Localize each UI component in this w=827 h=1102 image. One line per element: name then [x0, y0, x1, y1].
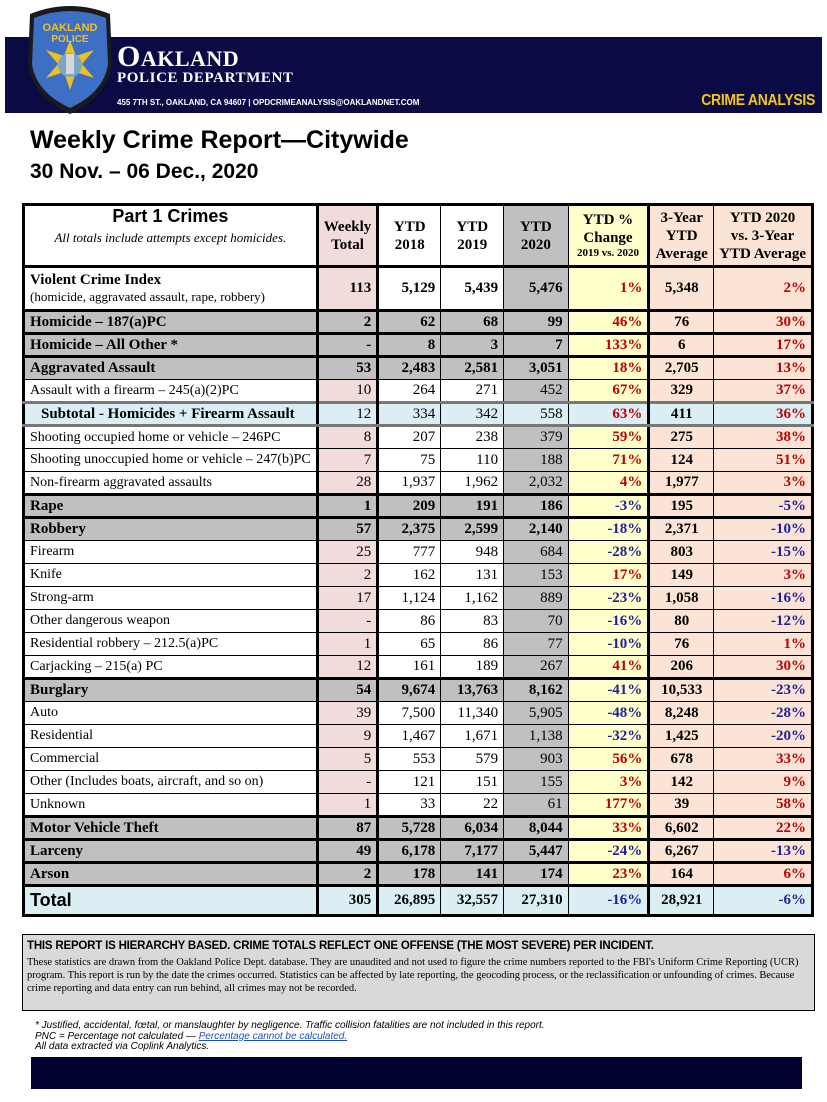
cell-weekly: 1: [317, 633, 378, 656]
cell-vs: 22%: [714, 817, 813, 840]
cell-avg: 195: [649, 495, 714, 518]
cell-ytd2019: 2,581: [441, 357, 504, 380]
cell-weekly: 10: [317, 380, 378, 403]
cell-ytd2020: 2,032: [504, 472, 569, 495]
cell-ytd2018: 162: [378, 564, 441, 587]
cell-weekly: 12: [317, 403, 378, 426]
cell-avg: 10,533: [649, 679, 714, 702]
table-row: [24, 311, 813, 334]
cell-vs: -13%: [714, 840, 813, 863]
cell-weekly: -: [317, 334, 378, 357]
cell-ytd2018: 121: [378, 771, 441, 794]
cell-label: Other (Includes boats, aircraft, and so on): [24, 771, 318, 794]
cell-vs: 1%: [714, 633, 813, 656]
cell-ytd2020: 267: [504, 656, 569, 679]
cell-avg: 803: [649, 541, 714, 564]
cell-ytd2020: 7: [504, 334, 569, 357]
cell-avg: 142: [649, 771, 714, 794]
cell-label: Subtotal - Homicides + Firearm Assault: [24, 403, 318, 426]
unit-label: CRIME ANALYSIS: [701, 89, 815, 109]
cell-pct: 33%: [568, 817, 649, 840]
pnc-link[interactable]: Percentage cannot be calculated.: [198, 1030, 348, 1042]
cell-weekly: 9: [317, 725, 378, 748]
cell-avg: 1,425: [649, 725, 714, 748]
footnote-source: All data extracted via Coplink Analytics.: [35, 1041, 210, 1052]
cell-vs: 38%: [714, 426, 813, 449]
cell-ytd2020: 8,044: [504, 817, 569, 840]
cell-ytd2018: 1,124: [378, 587, 441, 610]
cell-ytd2018: 178: [378, 863, 441, 886]
cell-vs: 30%: [714, 656, 813, 679]
cell-ytd2020: 2,140: [504, 518, 569, 541]
cell-label: Larceny: [24, 840, 318, 863]
cell-ytd2019: 2,599: [441, 518, 504, 541]
cell-ytd2018: 553: [378, 748, 441, 771]
cell-pct: -41%: [568, 679, 649, 702]
cell-vs: 9%: [714, 771, 813, 794]
column-header-ytd2019: YTD 2019: [441, 205, 504, 267]
cell-pct: 46%: [568, 311, 649, 334]
cell-weekly: 54: [317, 679, 378, 702]
cell-label: Shooting occupied home or vehicle – 246PC: [24, 426, 318, 449]
cell-avg: 76: [649, 311, 714, 334]
table-row: [24, 357, 813, 380]
cell-label: Knife: [24, 564, 318, 587]
cell-ytd2018: 33: [378, 794, 441, 817]
column-header-pct-change: YTD % Change 2019 vs. 2020: [568, 205, 649, 267]
cell-ytd2019: 342: [441, 403, 504, 426]
cell-label: Assault with a firearm – 245(a)(2)PC: [24, 380, 318, 403]
cell-avg: 124: [649, 449, 714, 472]
cell-weekly: 1: [317, 794, 378, 817]
subtotal-row: [24, 403, 813, 426]
column-header-ytd2018: YTD 2018: [378, 205, 441, 267]
cell-weekly: 2: [317, 311, 378, 334]
cell-avg: 329: [649, 380, 714, 403]
cell-ytd2020: 186: [504, 495, 569, 518]
cell-vs: 30%: [714, 311, 813, 334]
table-row: [24, 334, 813, 357]
table-row: [24, 426, 813, 449]
cell-ytd2018: 207: [378, 426, 441, 449]
footer-banner: [31, 1057, 802, 1089]
cell-ytd2018: 65: [378, 633, 441, 656]
cell-ytd2019: 11,340: [441, 702, 504, 725]
cell-ytd2018: 1,937: [378, 472, 441, 495]
cell-ytd2018: 75: [378, 449, 441, 472]
cell-ytd2019: 13,763: [441, 679, 504, 702]
cell-ytd2019: 68: [441, 311, 504, 334]
cell-ytd2018: 2,483: [378, 357, 441, 380]
table-row: [24, 587, 813, 610]
cell-label: Unknown: [24, 794, 318, 817]
cell-vs: 13%: [714, 357, 813, 380]
cell-ytd2019: 189: [441, 656, 504, 679]
cell-label: Non-firearm aggravated assaults: [24, 472, 318, 495]
cell-pct: -48%: [568, 702, 649, 725]
cell-avg: 39: [649, 794, 714, 817]
cell-weekly: 12: [317, 656, 378, 679]
cell-avg: 80: [649, 610, 714, 633]
cell-ytd2020: 61: [504, 794, 569, 817]
cell-vs: 3%: [714, 472, 813, 495]
cell-pct: -23%: [568, 587, 649, 610]
column-header-ytd2020: YTD 2020: [504, 205, 569, 267]
cell-pct: -16%: [568, 610, 649, 633]
cell-avg: 6: [649, 334, 714, 357]
cell-ytd2018: 7,500: [378, 702, 441, 725]
table-row: [24, 541, 813, 564]
cell-vs: -15%: [714, 541, 813, 564]
cell-vs: 36%: [714, 403, 813, 426]
cell-label: Aggravated Assault: [24, 357, 318, 380]
disclaimer-heading: THIS REPORT IS HIERARCHY BASED. CRIME TOTALS REFLECT ONE OFFENSE (THE MOST SEVERE) PER INCIDENT.: [27, 940, 654, 952]
cell-vs: -28%: [714, 702, 813, 725]
svg-text:OAKLAND: OAKLAND: [42, 22, 98, 34]
cell-avg: 149: [649, 564, 714, 587]
cell-pct: -18%: [568, 518, 649, 541]
cell-pct: 3%: [568, 771, 649, 794]
cell-avg: 1,058: [649, 587, 714, 610]
column-header-crime: Part 1 Crimes All totals include attempts except homicides.: [24, 205, 318, 267]
cell-avg: 2,705: [649, 357, 714, 380]
cell-ytd2019: 1,671: [441, 725, 504, 748]
cell-ytd2020: 452: [504, 380, 569, 403]
table-row: [24, 449, 813, 472]
cell-weekly: -: [317, 771, 378, 794]
cell-ytd2020: 558: [504, 403, 569, 426]
cell-ytd2020: 3,051: [504, 357, 569, 380]
cell-ytd2019: 579: [441, 748, 504, 771]
cell-ytd2019: 3: [441, 334, 504, 357]
table-row: [24, 518, 813, 541]
table-row: [24, 564, 813, 587]
report-date-range: 30 Nov. – 06 Dec., 2020: [30, 160, 259, 183]
cell-weekly: 5: [317, 748, 378, 771]
cell-ytd2020: 188: [504, 449, 569, 472]
cell-avg: 275: [649, 426, 714, 449]
cell-ytd2019: 110: [441, 449, 504, 472]
cell-vs: -20%: [714, 725, 813, 748]
cell-vs: -12%: [714, 610, 813, 633]
cell-avg: 76: [649, 633, 714, 656]
cell-ytd2019: 1,162: [441, 587, 504, 610]
table-row: [24, 679, 813, 702]
table-row: [24, 725, 813, 748]
cell-ytd2018: 6,178: [378, 840, 441, 863]
cell-avg: 8,248: [649, 702, 714, 725]
org-subtitle: POLICE DEPARTMENT: [117, 70, 294, 86]
cell-ytd2019: 131: [441, 564, 504, 587]
table-row: [24, 633, 813, 656]
cell-avg: 411: [649, 403, 714, 426]
cell-pct: 23%: [568, 863, 649, 886]
cell-label: Robbery: [24, 518, 318, 541]
cell-vs: 51%: [714, 449, 813, 472]
cell-avg: 6,267: [649, 840, 714, 863]
cell-weekly: 7: [317, 449, 378, 472]
table-row: [24, 748, 813, 771]
cell-ytd2020: 903: [504, 748, 569, 771]
cell-label: Commercial: [24, 748, 318, 771]
cell-ytd2018: 161: [378, 656, 441, 679]
cell-ytd2020: 77: [504, 633, 569, 656]
cell-label: Burglary: [24, 679, 318, 702]
cell-ytd2019: 86: [441, 633, 504, 656]
cell-vs: -5%: [714, 495, 813, 518]
org-name: OAKLAND: [117, 40, 240, 73]
police-badge-icon: [22, 4, 118, 116]
crime-table: [22, 203, 814, 917]
cell-ytd2019: 948: [441, 541, 504, 564]
table-row: [24, 495, 813, 518]
table-row: [24, 702, 813, 725]
cell-ytd2019: 22: [441, 794, 504, 817]
cell-pct: 17%: [568, 564, 649, 587]
cell-vs: 6%: [714, 863, 813, 886]
cell-ytd2019: 141: [441, 863, 504, 886]
cell-vs: -10%: [714, 518, 813, 541]
column-header-weekly: Weekly Total: [317, 205, 378, 267]
table-row: [24, 817, 813, 840]
cell-weekly: 2: [317, 863, 378, 886]
cell-vs: 3%: [714, 564, 813, 587]
cell-ytd2018: 8: [378, 334, 441, 357]
cell-pct: 133%: [568, 334, 649, 357]
cell-ytd2018: 264: [378, 380, 441, 403]
cell-label: Homicide – 187(a)PC: [24, 311, 318, 334]
cell-ytd2020: 5,447: [504, 840, 569, 863]
cell-ytd2019: 1,962: [441, 472, 504, 495]
cell-label: Strong-arm: [24, 587, 318, 610]
footnote-pnc: PNC = Percentage not calculated — Percentage cannot be calculated.: [35, 1030, 348, 1042]
cell-ytd2018: 5,728: [378, 817, 441, 840]
cell-pct: 41%: [568, 656, 649, 679]
cell-label: Carjacking – 215(a) PC: [24, 656, 318, 679]
column-header-vs-avg: YTD 2020 vs. 3-Year YTD Average: [714, 205, 813, 267]
table-row: [24, 380, 813, 403]
cell-ytd2020: 8,162: [504, 679, 569, 702]
cell-ytd2020: 155: [504, 771, 569, 794]
cell-weekly: 17: [317, 587, 378, 610]
cell-avg: 678: [649, 748, 714, 771]
cell-ytd2019: 83: [441, 610, 504, 633]
cell-ytd2020: 70: [504, 610, 569, 633]
cell-weekly: 28: [317, 472, 378, 495]
cell-pct: -24%: [568, 840, 649, 863]
table-row: [24, 472, 813, 495]
table-row: [24, 771, 813, 794]
report-title: Weekly Crime Report—Citywide: [30, 126, 409, 154]
cell-pct: 18%: [568, 357, 649, 380]
cell-vs: 37%: [714, 380, 813, 403]
cell-ytd2018: 777: [378, 541, 441, 564]
cell-vs: 17%: [714, 334, 813, 357]
cell-ytd2020: 889: [504, 587, 569, 610]
cell-vs: 58%: [714, 794, 813, 817]
cell-weekly: 8: [317, 426, 378, 449]
cell-weekly: 49: [317, 840, 378, 863]
cell-avg: 2,371: [649, 518, 714, 541]
cell-pct: -10%: [568, 633, 649, 656]
org-address: 455 7TH ST., OAKLAND, CA 94607 | OPDCRIMEANALYSIS@OAKLANDNET.COM: [117, 98, 420, 107]
cell-label: Residential: [24, 725, 318, 748]
cell-weekly: 53: [317, 357, 378, 380]
cell-label: Auto: [24, 702, 318, 725]
table-header-row: [24, 205, 813, 267]
cell-weekly: 87: [317, 817, 378, 840]
cell-pct: 67%: [568, 380, 649, 403]
cell-vs: 33%: [714, 748, 813, 771]
cell-pct: 71%: [568, 449, 649, 472]
cell-ytd2020: 174: [504, 863, 569, 886]
cell-pct: 177%: [568, 794, 649, 817]
cell-ytd2020: 153: [504, 564, 569, 587]
cell-label: Homicide – All Other *: [24, 334, 318, 357]
cell-label: Other dangerous weapon: [24, 610, 318, 633]
cell-weekly: 39: [317, 702, 378, 725]
cell-ytd2019: 7,177: [441, 840, 504, 863]
cell-ytd2018: 2,375: [378, 518, 441, 541]
cell-ytd2020: 5,905: [504, 702, 569, 725]
cell-weekly: -: [317, 610, 378, 633]
cell-pct: 56%: [568, 748, 649, 771]
svg-text:POLICE: POLICE: [51, 34, 89, 45]
cell-weekly: 2: [317, 564, 378, 587]
cell-label: Residential robbery – 212.5(a)PC: [24, 633, 318, 656]
cell-ytd2020: 99: [504, 311, 569, 334]
cell-avg: 1,977: [649, 472, 714, 495]
table-row: [24, 656, 813, 679]
cell-ytd2018: 86: [378, 610, 441, 633]
cell-avg: 206: [649, 656, 714, 679]
cell-ytd2018: 334: [378, 403, 441, 426]
cell-ytd2018: 209: [378, 495, 441, 518]
violent-crime-index-row: Violent Crime Index (homicide, aggravated assault, rape, robbery) 113 5,129 5,439 5,476 1% 5,348 2%: [24, 267, 813, 311]
cell-ytd2020: 684: [504, 541, 569, 564]
table-row: [24, 610, 813, 633]
cell-ytd2020: 1,138: [504, 725, 569, 748]
footnotes: [35, 1021, 545, 1053]
cell-pct: 63%: [568, 403, 649, 426]
cell-pct: -28%: [568, 541, 649, 564]
cell-weekly: 1: [317, 495, 378, 518]
cell-pct: 59%: [568, 426, 649, 449]
disclaimer-body: These statistics are drawn from the Oakland Police Dept. database. They are unaudited and not used to figure the crime numbers reported to the FBI's Uniform Crime Reporting (UCR) program. This report is run by the date the crimes occurred. Statistics can be affected by late reporting, the geocoding process, or the reclassification or unfounding of crimes. Because crime reporting and data entry can run behind, all crimes may not be recorded.: [27, 957, 799, 994]
cell-vs: -16%: [714, 587, 813, 610]
cell-vs: -23%: [714, 679, 813, 702]
cell-pct: 4%: [568, 472, 649, 495]
cell-ytd2019: 151: [441, 771, 504, 794]
cell-label: Motor Vehicle Theft: [24, 817, 318, 840]
cell-pct: -3%: [568, 495, 649, 518]
cell-label: Rape: [24, 495, 318, 518]
cell-ytd2018: 9,674: [378, 679, 441, 702]
cell-ytd2019: 238: [441, 426, 504, 449]
cell-avg: 6,602: [649, 817, 714, 840]
table-row: [24, 863, 813, 886]
cell-weekly: 57: [317, 518, 378, 541]
cell-label: Shooting unoccupied home or vehicle – 247(b)PC: [24, 449, 318, 472]
cell-avg: 164: [649, 863, 714, 886]
column-header-3yr-avg: 3-Year YTD Average: [649, 205, 714, 267]
cell-ytd2019: 6,034: [441, 817, 504, 840]
total-row: Total 305 26,895 32,557 27,310 -16% 28,921 -6%: [24, 886, 813, 916]
cell-ytd2019: 271: [441, 380, 504, 403]
table-row: [24, 794, 813, 817]
cell-pct: -32%: [568, 725, 649, 748]
table-row: [24, 840, 813, 863]
cell-label: Firearm: [24, 541, 318, 564]
cell-ytd2018: 62: [378, 311, 441, 334]
cell-ytd2018: 1,467: [378, 725, 441, 748]
cell-ytd2019: 191: [441, 495, 504, 518]
footnote-asterisk: * Justified, accidental, fœtal, or manslaughter by negligence. Traffic collision fatalities are not included in this report.: [35, 1020, 545, 1031]
disclaimer-box: [22, 934, 815, 1011]
cell-weekly: 25: [317, 541, 378, 564]
cell-label: Arson: [24, 863, 318, 886]
cell-ytd2020: 379: [504, 426, 569, 449]
